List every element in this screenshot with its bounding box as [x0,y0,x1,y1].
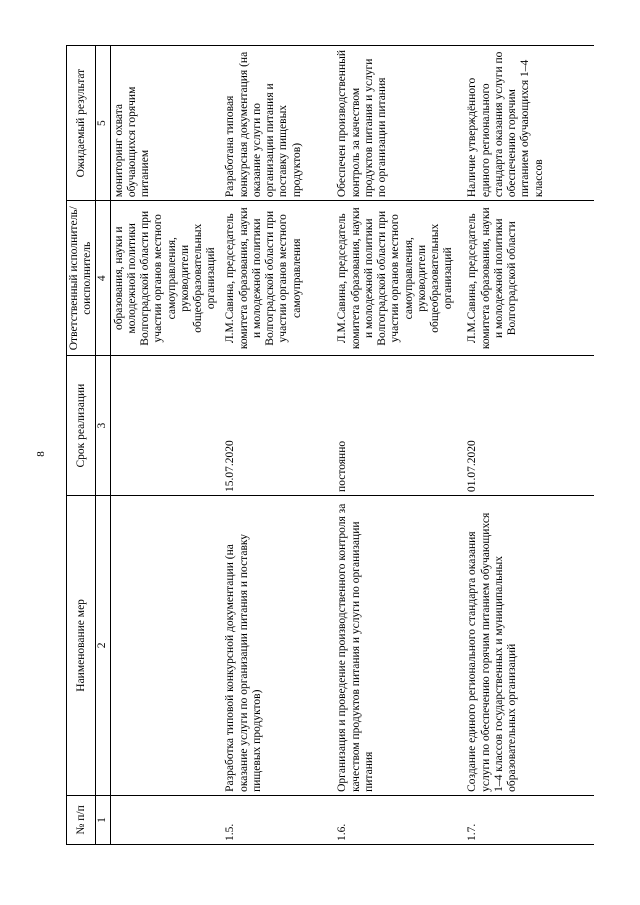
row-num [110,795,222,844]
table-row [110,46,222,845]
page-number: 8 [34,451,47,457]
row-name: Разработка типовой конкурсной документации (на оказание услуги по организации питания и поставку пищевых продуктов) [222,495,334,795]
measures-table [66,45,594,845]
header-result: Ожидаемый результат [67,46,96,201]
table-row [334,46,464,845]
row-name: Создание единого регионального стандарта оказания услуги по обеспечению горячим питанием обучающихся 1–4 классов государственных и муниципальных образовательных организаций [464,495,594,795]
row-term [110,356,222,496]
header-row [67,46,96,845]
header-executor: Ответственный исполнитель/соисполнитель [67,201,96,356]
row-result: Разработана типовая конкурсная документация (на оказание услуги по организации питания и поставку пищевых продуктов) [222,46,334,201]
column-number: 3 [96,356,110,496]
table-row [222,46,334,845]
row-result: Наличие утверждённого единого регионального стандарта оказания услуги по обеспечению горячим питанием обучающихся 1–4 классов [464,46,594,201]
column-number: 4 [96,201,110,356]
row-term: 01.07.2020 [464,356,594,496]
row-name [110,495,222,795]
row-executor: Л.М.Савина, председатель комитета образования, науки и молодежной политики Волгоградской области [464,201,594,356]
row-executor: образования, науки и молодежной политики Волгоградской области при участии органов местного самоуправления, руководители общеобразовательных организаций [110,201,222,356]
header-num: № п/п [67,795,96,844]
header-term: Срок реализации [67,356,96,496]
row-num: 1.7. [464,795,594,844]
row-executor: Л.М.Савина, председатель комитета образования, науки и молодежной политики Волгоградской области при участии органов местного самоуправления [222,201,334,356]
row-term: 15.07.2020 [222,356,334,496]
column-number: 2 [96,495,110,795]
row-num: 1.6. [334,795,464,844]
row-executor: Л.М.Савина, председатель комитета образования, науки и молодежной политики Волгоградской области при участии органов местного самоуправления, руководители общеобразовательных организаций [334,201,464,356]
row-num: 1.5. [222,795,334,844]
column-number: 1 [96,795,110,844]
row-result: мониторинг охвата обучающихся горячим питанием [110,46,222,201]
column-number: 5 [96,46,110,201]
column-number-row [96,46,110,845]
header-name: Наименование мер [67,495,96,795]
table-row [464,46,594,845]
row-result: Обеспечен производственный контроль за качеством продуктов питания и услуги по организации питания [334,46,464,201]
row-term: постоянно [334,356,464,496]
row-name: Организация и проведение производственного контроля за качеством продуктов питания и услуги по организации питания [334,495,464,795]
